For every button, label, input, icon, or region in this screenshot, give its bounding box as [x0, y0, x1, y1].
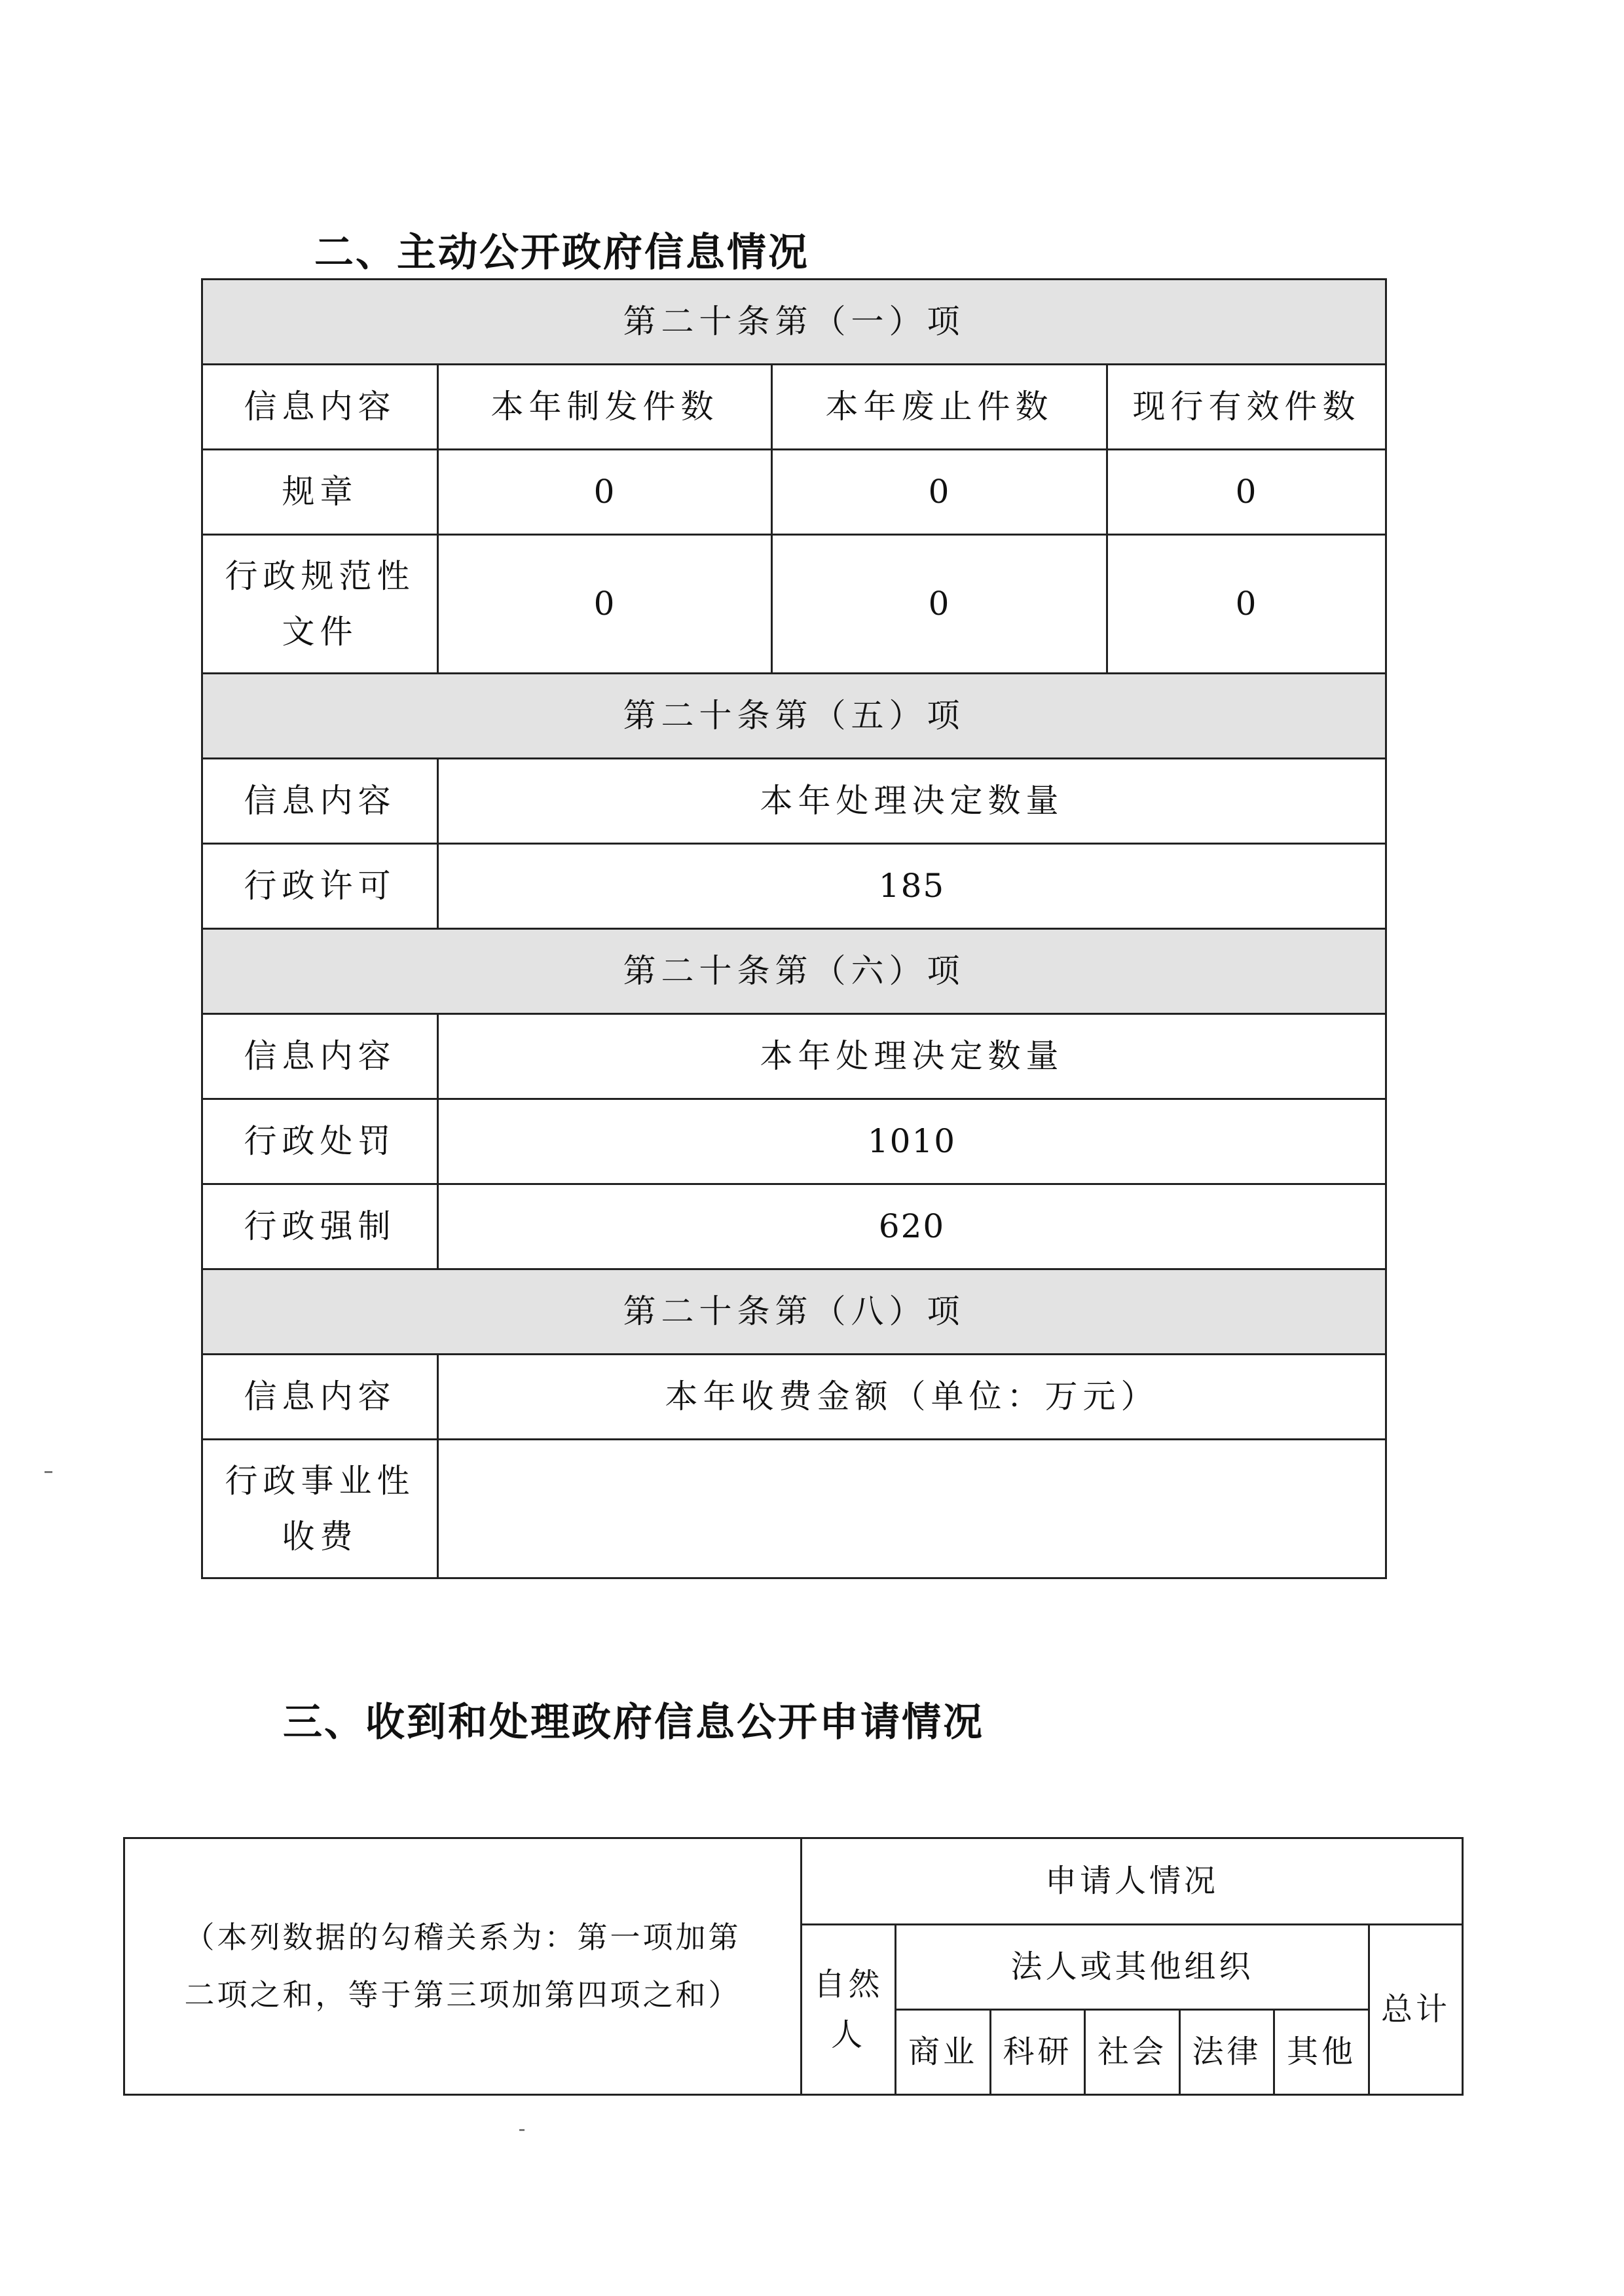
- normative-abolished-value: 0: [772, 535, 1107, 674]
- table-row: [202, 1440, 1386, 1578]
- natural-person-header: [802, 1925, 896, 2095]
- article-20-item-5-header: 第二十条第（五）项: [202, 674, 1386, 759]
- column-header-content: 信息内容: [202, 1355, 438, 1440]
- column-header-decisions: 本年处理决定数量: [438, 1014, 1386, 1099]
- article-20-item-1-header: 第二十条第（一）项: [202, 280, 1386, 365]
- row-label-normative-documents: [202, 535, 438, 674]
- reconciliation-note: [124, 1838, 802, 2095]
- column-header-decisions: 本年处理决定数量: [438, 759, 1386, 844]
- total-header: 总计: [1369, 1925, 1463, 2095]
- table-row: [202, 844, 1386, 929]
- table-row: [202, 450, 1386, 535]
- table-row: [202, 1099, 1386, 1184]
- administrative-penalty-value: 1010: [438, 1099, 1386, 1184]
- proactive-disclosure-table: [201, 278, 1387, 1579]
- applicant-header: 申请人情况: [802, 1838, 1463, 1925]
- row-label-administrative-enforcement: 行政强制: [202, 1184, 438, 1269]
- regulations-valid-value: 0: [1107, 450, 1386, 535]
- legal-type-other: 其他: [1274, 2010, 1369, 2095]
- normative-valid-value: 0: [1107, 535, 1386, 674]
- column-header-abolished: 本年废止件数: [772, 365, 1107, 450]
- administrative-fees-value: [438, 1440, 1386, 1578]
- legal-type-research: 科研: [991, 2010, 1085, 2095]
- legal-entity-header: 法人或其他组织: [896, 1925, 1369, 2010]
- regulations-issued-value: 0: [438, 450, 772, 535]
- column-header-content: 信息内容: [202, 1014, 438, 1099]
- regulations-abolished-value: 0: [772, 450, 1107, 535]
- reconciliation-note-line-1: （本列数据的勾稽关系为：第一项加第: [184, 1920, 741, 1956]
- administrative-enforcement-value: 620: [438, 1184, 1386, 1269]
- administrative-license-value: 185: [438, 844, 1386, 929]
- legal-type-social: 社会: [1085, 2010, 1180, 2095]
- row-label-administrative-penalty: 行政处罚: [202, 1099, 438, 1184]
- application-handling-table: [123, 1837, 1464, 2096]
- column-header-valid: 现行有效件数: [1107, 365, 1386, 450]
- row-label-line-1: 行政规范性: [225, 556, 415, 595]
- column-header-content: 信息内容: [202, 365, 438, 450]
- scan-artifact: [45, 1471, 52, 1473]
- row-label-regulations: 规章: [202, 450, 438, 535]
- row-label-administrative-fees: [202, 1440, 438, 1578]
- section-2-title: 二、主动公开政府信息情况: [314, 230, 809, 276]
- section-3-title: 三、收到和处理政府信息公开申请情况: [283, 1700, 984, 1745]
- column-header-issued: 本年制发件数: [438, 365, 772, 450]
- column-header-fees: 本年收费金额（单位：万元）: [438, 1355, 1386, 1440]
- legal-type-commercial: 商业: [896, 2010, 991, 2095]
- article-20-item-8-header: 第二十条第（八）项: [202, 1269, 1386, 1355]
- table-row: [202, 535, 1386, 674]
- natural-person-line-1: 自然: [813, 1965, 883, 2003]
- scan-artifact: [519, 2129, 525, 2131]
- reconciliation-note-line-2: 二项之和，等于第三项加第四项之和）: [184, 1977, 741, 2013]
- normative-issued-value: 0: [438, 535, 772, 674]
- natural-person-line-2: 人: [830, 2016, 866, 2053]
- row-label-line-1: 行政事业性: [225, 1461, 415, 1500]
- column-header-content: 信息内容: [202, 759, 438, 844]
- table-row: [202, 1184, 1386, 1269]
- row-label-line-2: 收费: [282, 1517, 358, 1556]
- legal-type-legal: 法律: [1180, 2010, 1274, 2095]
- article-20-item-6-header: 第二十条第（六）项: [202, 929, 1386, 1014]
- row-label-line-2: 文件: [282, 612, 358, 651]
- row-label-administrative-license: 行政许可: [202, 844, 438, 929]
